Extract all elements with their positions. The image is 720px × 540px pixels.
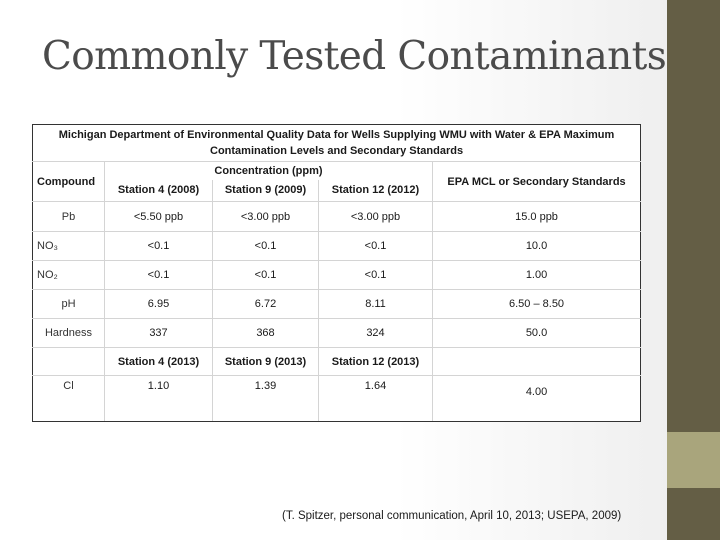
value-cell: 324 — [319, 319, 433, 348]
compound-cell: NO₂ — [33, 261, 105, 290]
value-cell: <3.00 ppb — [213, 202, 319, 232]
value-cell: <0.1 — [213, 232, 319, 261]
table-row — [33, 376, 641, 422]
station-header-4-2013: Station 4 (2013) — [105, 348, 213, 376]
compound-cell: pH — [33, 290, 105, 319]
value-cell: <0.1 — [319, 232, 433, 261]
epa-header: EPA MCL or Secondary Standards — [433, 162, 641, 202]
epa-cell: 6.50 – 8.50 — [433, 290, 641, 319]
side-bar-light — [667, 432, 720, 488]
value-cell: 6.95 — [105, 290, 213, 319]
slide-title: Commonly Tested Contaminants — [42, 34, 667, 79]
compound-cell: Cl — [33, 376, 105, 422]
source-citation: (T. Spitzer, personal communication, April 10, 2013; USEPA, 2009) — [282, 510, 622, 522]
value-cell: 8.11 — [319, 290, 433, 319]
value-cell: <0.1 — [319, 261, 433, 290]
compound-cell: Hardness — [33, 319, 105, 348]
compound-cell: Pb — [33, 202, 105, 232]
contaminants-table — [32, 124, 641, 422]
empty-cell — [33, 348, 105, 376]
concentration-header: Concentration (ppm) — [105, 162, 433, 180]
value-cell: 1.10 — [105, 376, 213, 422]
side-bar-bottom — [667, 488, 720, 540]
value-cell: 1.39 — [213, 376, 319, 422]
table-caption: Michigan Department of Environmental Quality Data for Wells Supplying WMU with Water & EPA Maximum Contamination Levels and Secondary Standards — [33, 125, 641, 162]
epa-cell: 1.00 — [433, 261, 641, 290]
table-row — [33, 261, 641, 290]
side-bar-dark — [667, 0, 720, 432]
table-row — [33, 319, 641, 348]
table-row — [33, 202, 641, 232]
value-cell: <0.1 — [105, 261, 213, 290]
value-cell: <0.1 — [213, 261, 319, 290]
epa-cell: 15.0 ppb — [433, 202, 641, 232]
value-cell: 368 — [213, 319, 319, 348]
epa-cell: 10.0 — [433, 232, 641, 261]
compound-cell: NO₃ — [33, 232, 105, 261]
value-cell: 337 — [105, 319, 213, 348]
value-cell: <0.1 — [105, 232, 213, 261]
epa-cell: 50.0 — [433, 319, 641, 348]
table-row — [33, 290, 641, 319]
table-row — [33, 232, 641, 261]
compound-header: Compound — [33, 162, 105, 202]
station-header-4-2008: Station 4 (2008) — [105, 180, 213, 202]
value-cell: 1.64 — [319, 376, 433, 422]
station-header-9-2009: Station 9 (2009) — [213, 180, 319, 202]
value-cell: <5.50 ppb — [105, 202, 213, 232]
station-header-9-2013: Station 9 (2013) — [213, 348, 319, 376]
empty-cell — [433, 348, 641, 376]
value-cell: 6.72 — [213, 290, 319, 319]
value-cell: <3.00 ppb — [319, 202, 433, 232]
station-header-12-2012: Station 12 (2012) — [319, 180, 433, 202]
epa-cell: 4.00 — [433, 376, 641, 422]
station-header-12-2013: Station 12 (2013) — [319, 348, 433, 376]
